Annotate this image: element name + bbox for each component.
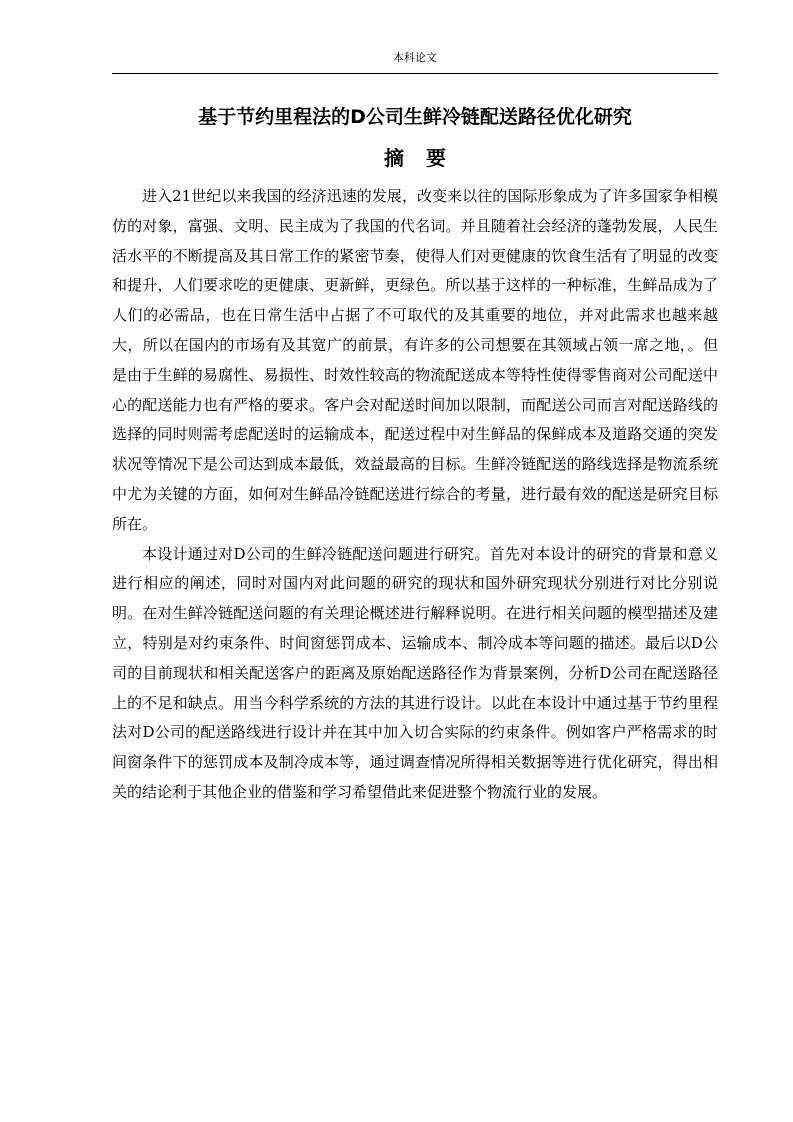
abstract-heading: 摘要 <box>384 146 468 170</box>
header-divider <box>112 73 718 74</box>
abstract-body <box>112 182 718 808</box>
abstract-paragraph-1: 进入21世纪以来我国的经济迅速的发展，改变来以往的国际形象成为了许多国家争相模仿的对象，富强、文明、民主成为了我国的代名词。并且随着社会经济的蓬勃发展，人民生活水平的不断提高及其日常工作的紧密节奏，使得人们对更健康的饮食生活有了明显的改变和提升，人们要求吃的更健康、更新鲜，更绿色。所以基于这样的一种标准，生鲜品成为了人们的必需品，也在日常生活中占据了不可取代的及其重要的地位，并对此需求也越来越大，所以在国内的市场有及其宽广的前景，有许多的公司想要在其领域占领一席之地，。但是由于生鲜的易腐性、易损性、时效性较高的物流配送成本等特性使得零售商对公司配送中心的配送能力也有严格的要求。客户会对配送时间加以限制，而配送公司而言对配送路线的选择的同时则需考虑配送时的运输成本，配送过程中对生鲜品的保鲜成本及道路交通的突发状况等情况下是公司达到成本最低，效益最高的目标。生鲜冷链配送的路线选择是物流系统中尤为关键的方面，如何对生鲜品冷链配送进行综合的考量，进行最有效的配送是研究目标所在。 <box>112 187 718 533</box>
abstract-paragraph-2: 本设计通过对D公司的生鲜冷链配送问题进行研究。首先对本设计的研究的背景和意义进行相应的阐述，同时对国内对此问题的研究的现状和国外研究现状分别进行对比分别说明。在对生鲜冷链配送问题的有关理论概述进行解释说明。在进行相关问题的模型描述及建立，特别是对约束条件、时间窗惩罚成本、运输成本、制冷成本等问题的描述。最后以D公司的目前现状和相关配送客户的距离及原始配送路径作为背景案例，分析D公司在配送路径上的不足和缺点。用当今科学系统的方法的其进行设计。以此在本设计中通过基于节约里程法对D公司的配送路线进行设计并在其中加入切合实际的约束条件。例如客户严格需求的时间窗条件下的惩罚成本及制冷成本等，通过调查情况所得相关数据等进行优化研究，得出相关的结论利于其他企业的借鉴和学习希望借此来促进整个物流行业的发展。 <box>112 544 718 801</box>
page-header: 本科论文 <box>393 51 437 64</box>
document-title: 基于节约里程法的D公司生鲜冷链配送路径优化研究 <box>198 106 632 128</box>
